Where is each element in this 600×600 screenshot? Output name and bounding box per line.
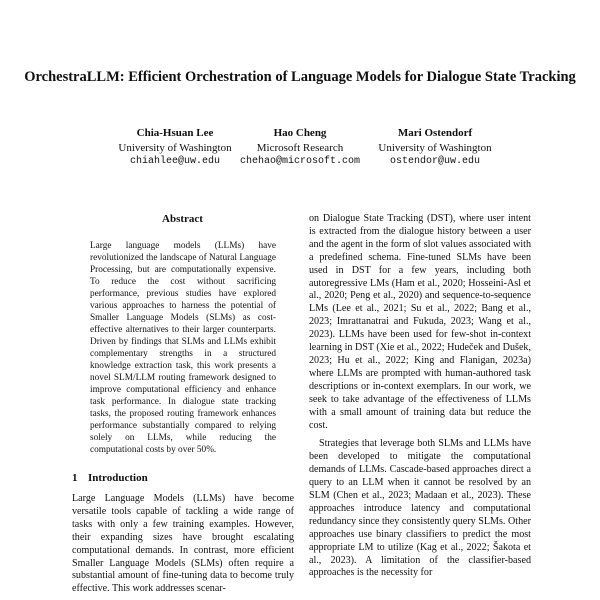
intro-paragraph: Large Language Models (LLMs) have become versatile tools capable of tackling a wide range of tasks with only a few training examples. However, their expanding sizes have brought escalating computational demands. In contrast, more efficient Smaller Language Models (SLMs) often require a substantial amount of fine-tuning data to become truly effective. This work addresses scenar-	[72, 493, 294, 595]
body-paragraph: Strategies that leverage both SLMs and LLMs have been developed to mitigate the computational demands of LLMs. Cascade-based approaches direct a query to an LLM when it cannot be resolved by an SLM (Chen et al., 2023; Madaan et al., 2023). These approaches introduce latency and computational redundancy since they consistently query SLMs. Other approaches use binary classifiers to predict the most appropriate LM to utilize (Kag et al., 2022; Šakota et al., 2023). A limitation of the classifier-based approaches is the necessity for	[309, 438, 531, 579]
author-affiliation: Microsoft Research	[256, 141, 344, 154]
author-email: ostendor@uw.edu	[389, 156, 480, 167]
author-3	[345, 126, 525, 170]
section-heading	[72, 472, 148, 484]
paper-title: OrchestraLLM: Efficient Orchestration of Language Models for Dialogue State Tracking	[24, 69, 576, 85]
section-title: Introduction	[88, 472, 148, 484]
author-name: Chia-Hsuan Lee	[136, 127, 214, 139]
author-affiliation: University of Washington	[118, 141, 232, 154]
author-name: Hao Cheng	[273, 127, 327, 139]
abstract-heading: Abstract	[162, 213, 203, 225]
right-column	[309, 213, 531, 580]
author-name: Mari Ostendorf	[397, 127, 473, 139]
author-affiliation: University of Washington	[378, 141, 492, 154]
author-email: chiahlee@uw.edu	[129, 156, 220, 167]
abstract-text: Large language models (LLMs) have revolutionized the landscape of Natural Language Processing, but are computationally expensive. To reduce the cost without sacrificing performance, previous studies have explored various approaches to harness the potential of Smaller Language Models (SLMs) as cost-effective alternatives to their larger counterparts. Driven by findings that SLMs and LLMs exhibit complementary strengths in a structured knowledge extraction task, this work presents a novel SLM/LLM routing framework designed to improve computational efficiency and enhance task performance. In dialogue state tracking tasks, the proposed routing framework enhances performance substantially compared to relying solely on LLMs, while reducing the computational costs by over 50%.	[90, 241, 276, 455]
author-email: chehao@microsoft.com	[239, 156, 361, 167]
body-paragraph: on Dialogue State Tracking (DST), where user intent is extracted from the dialogue history between a user and the agent in the form of slot values associated with a predefined schema. Fine-tuned SLMs have been used in DST for a few years, including both autoregressive LMs (Ham et al., 2020; Hosseini-Asl et al., 2020; Peng et al., 2020) and sequence-to-sequence LMs (Lee et al., 2021; Su et al., 2022; Bang et al., 2023; Imrattanatrai and Fukuda, 2023; Wang et al., 2023). LLMs have been used for few-shot in-context learning in DST (Xie et al., 2022; Hudeček and Dušek, 2023; Hu et al., 2022; King and Flanigan, 2023a) where LLMs are prompted with human-authored task descriptions or in-context exemplars. In our work, we seek to take advantage of the effectiveness of LLMs with a small amount of training data but reduce the cost.	[309, 213, 532, 431]
section-number: 1	[72, 472, 78, 484]
